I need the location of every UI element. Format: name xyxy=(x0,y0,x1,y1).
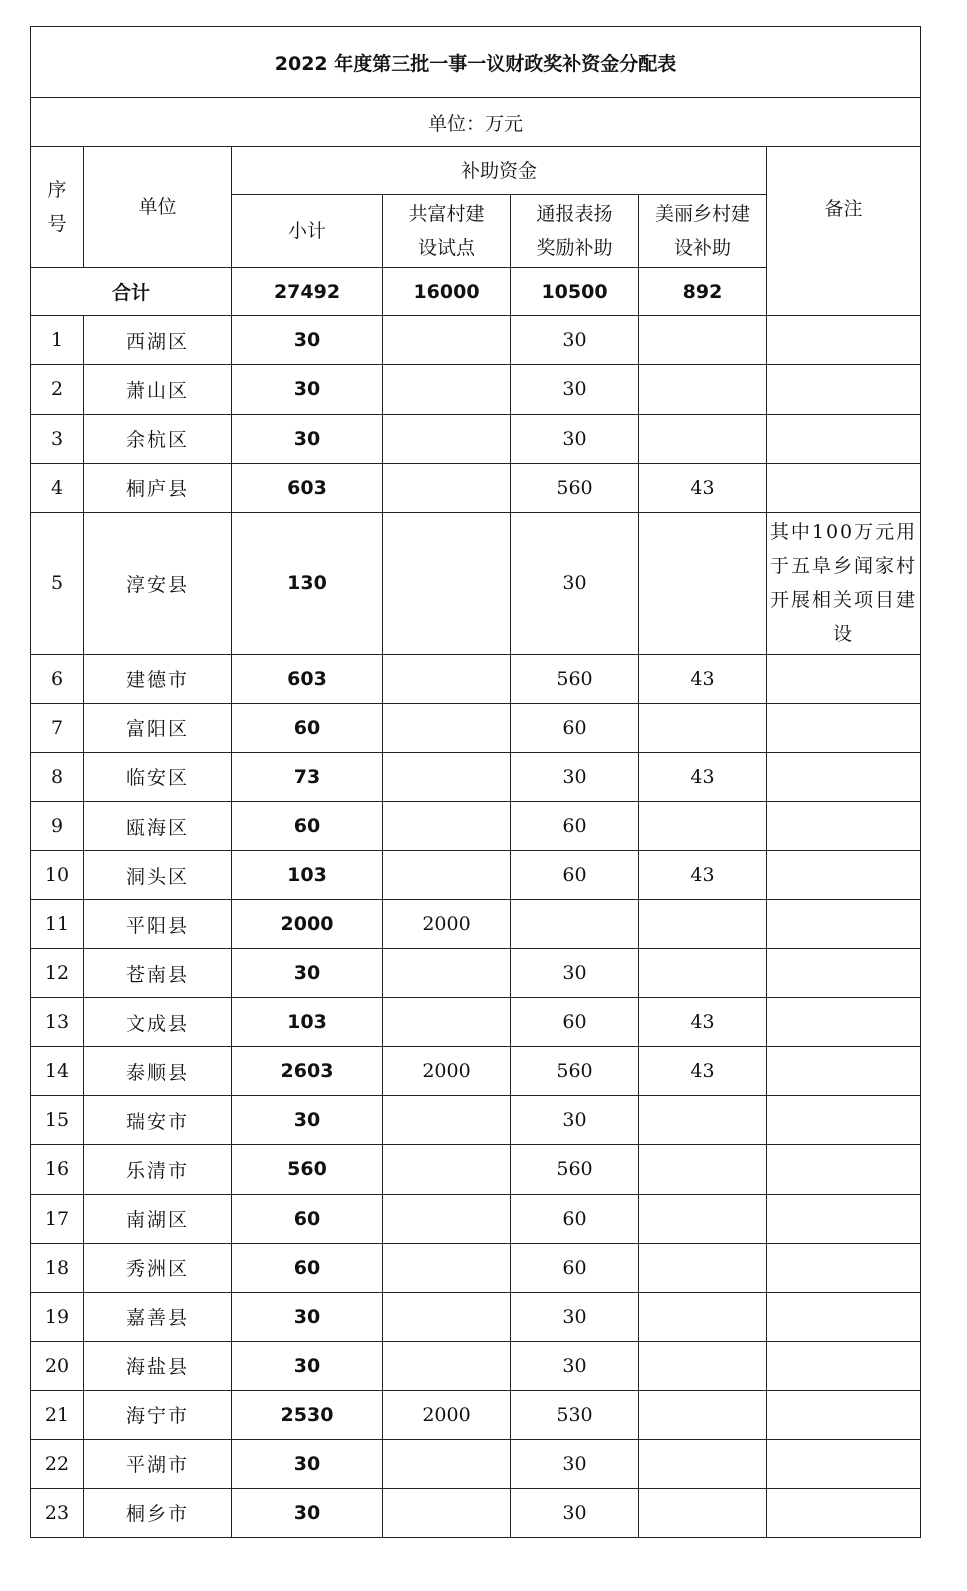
cell-remark xyxy=(767,1439,921,1488)
cell-seq: 11 xyxy=(31,900,84,949)
cell-seq: 2 xyxy=(31,365,84,414)
header-gongfu-line1: 共富村建 xyxy=(408,203,485,226)
cell-tongbao: 30 xyxy=(511,1096,639,1145)
cell-subtotal: 60 xyxy=(232,703,383,752)
cell-gongfu xyxy=(383,654,511,703)
cell-meili xyxy=(639,703,767,752)
cell-subtotal: 560 xyxy=(232,1145,383,1194)
cell-meili xyxy=(639,1243,767,1292)
cell-remark xyxy=(767,802,921,851)
cell-subtotal: 30 xyxy=(232,365,383,414)
cell-gongfu: 2000 xyxy=(383,1390,511,1439)
cell-subtotal: 2603 xyxy=(232,1047,383,1096)
cell-gongfu xyxy=(383,1145,511,1194)
cell-tongbao: 560 xyxy=(511,463,639,512)
cell-tongbao: 560 xyxy=(511,1145,639,1194)
header-subsidy-group: 补助资金 xyxy=(232,147,767,195)
unit-row xyxy=(31,98,921,147)
cell-subtotal: 30 xyxy=(232,414,383,463)
cell-tongbao: 30 xyxy=(511,414,639,463)
cell-remark xyxy=(767,365,921,414)
cell-subtotal: 2000 xyxy=(232,900,383,949)
header-seq-line1: 序 xyxy=(47,179,67,202)
cell-remark xyxy=(767,1194,921,1243)
table-row xyxy=(31,703,921,752)
cell-seq: 17 xyxy=(31,1194,84,1243)
cell-seq: 5 xyxy=(31,512,84,654)
cell-seq: 4 xyxy=(31,463,84,512)
cell-tongbao: 30 xyxy=(511,1488,639,1537)
cell-seq: 14 xyxy=(31,1047,84,1096)
header-meili-line2: 设补助 xyxy=(673,237,731,260)
cell-name: 平湖市 xyxy=(84,1439,232,1488)
cell-seq: 13 xyxy=(31,998,84,1047)
total-label: 合计 xyxy=(31,268,232,316)
cell-seq: 6 xyxy=(31,654,84,703)
cell-remark xyxy=(767,1096,921,1145)
cell-meili xyxy=(639,1292,767,1341)
header-gongfu xyxy=(383,195,511,268)
table-title: 2022 年度第三批一事一议财政奖补资金分配表 xyxy=(31,27,921,98)
cell-subtotal: 30 xyxy=(232,316,383,365)
cell-meili xyxy=(639,316,767,365)
cell-remark xyxy=(767,752,921,801)
table-row xyxy=(31,1096,921,1145)
table-row xyxy=(31,463,921,512)
cell-meili xyxy=(639,365,767,414)
cell-meili xyxy=(639,1390,767,1439)
cell-tongbao: 30 xyxy=(511,512,639,654)
cell-name: 海宁市 xyxy=(84,1390,232,1439)
table-row xyxy=(31,1145,921,1194)
cell-tongbao: 60 xyxy=(511,802,639,851)
header-gongfu-line2: 设试点 xyxy=(417,237,475,260)
cell-meili xyxy=(639,1341,767,1390)
cell-seq: 16 xyxy=(31,1145,84,1194)
table-row xyxy=(31,998,921,1047)
cell-subtotal: 603 xyxy=(232,654,383,703)
cell-tongbao: 60 xyxy=(511,998,639,1047)
header-seq xyxy=(31,147,84,268)
cell-seq: 18 xyxy=(31,1243,84,1292)
cell-gongfu xyxy=(383,998,511,1047)
cell-subtotal: 60 xyxy=(232,1194,383,1243)
cell-tongbao: 30 xyxy=(511,365,639,414)
cell-gongfu xyxy=(383,802,511,851)
table-row xyxy=(31,949,921,998)
header-tongbao-line2: 奖励补助 xyxy=(536,237,613,260)
cell-name: 文成县 xyxy=(84,998,232,1047)
cell-subtotal: 30 xyxy=(232,1096,383,1145)
cell-tongbao: 30 xyxy=(511,752,639,801)
cell-tongbao: 30 xyxy=(511,316,639,365)
total-meili: 892 xyxy=(639,268,767,316)
table-row xyxy=(31,654,921,703)
cell-gongfu xyxy=(383,365,511,414)
table-row xyxy=(31,512,921,654)
cell-name: 富阳区 xyxy=(84,703,232,752)
cell-tongbao: 30 xyxy=(511,1439,639,1488)
cell-gongfu xyxy=(383,1243,511,1292)
cell-gongfu xyxy=(383,1488,511,1537)
cell-tongbao: 60 xyxy=(511,851,639,900)
unit-label: 单位：万元 xyxy=(31,98,921,147)
cell-meili: 43 xyxy=(639,463,767,512)
table-row xyxy=(31,752,921,801)
cell-remark xyxy=(767,1292,921,1341)
table-row xyxy=(31,802,921,851)
table-row xyxy=(31,316,921,365)
cell-subtotal: 30 xyxy=(232,1341,383,1390)
cell-subtotal: 60 xyxy=(232,802,383,851)
cell-meili xyxy=(639,1096,767,1145)
cell-tongbao: 30 xyxy=(511,949,639,998)
header-tongbao-line1: 通报表扬 xyxy=(536,203,613,226)
cell-seq: 22 xyxy=(31,1439,84,1488)
cell-gongfu xyxy=(383,1292,511,1341)
cell-name: 洞头区 xyxy=(84,851,232,900)
cell-subtotal: 30 xyxy=(232,1488,383,1537)
cell-seq: 1 xyxy=(31,316,84,365)
cell-remark xyxy=(767,703,921,752)
cell-subtotal: 2530 xyxy=(232,1390,383,1439)
cell-meili xyxy=(639,512,767,654)
cell-seq: 23 xyxy=(31,1488,84,1537)
cell-name: 萧山区 xyxy=(84,365,232,414)
cell-remark xyxy=(767,900,921,949)
cell-gongfu xyxy=(383,414,511,463)
cell-seq: 7 xyxy=(31,703,84,752)
cell-meili xyxy=(639,1194,767,1243)
cell-tongbao: 60 xyxy=(511,703,639,752)
cell-name: 南湖区 xyxy=(84,1194,232,1243)
cell-name: 桐乡市 xyxy=(84,1488,232,1537)
cell-seq: 9 xyxy=(31,802,84,851)
cell-meili: 43 xyxy=(639,998,767,1047)
cell-tongbao xyxy=(511,900,639,949)
total-subtotal: 27492 xyxy=(232,268,383,316)
header-remark: 备注 xyxy=(767,147,921,316)
cell-meili: 43 xyxy=(639,752,767,801)
cell-name: 瓯海区 xyxy=(84,802,232,851)
cell-gongfu xyxy=(383,752,511,801)
total-tongbao: 10500 xyxy=(511,268,639,316)
cell-subtotal: 30 xyxy=(232,1292,383,1341)
header-row-1 xyxy=(31,147,921,195)
cell-subtotal: 603 xyxy=(232,463,383,512)
cell-remark xyxy=(767,1047,921,1096)
cell-tongbao: 30 xyxy=(511,1341,639,1390)
cell-gongfu: 2000 xyxy=(383,1047,511,1096)
cell-name: 秀洲区 xyxy=(84,1243,232,1292)
cell-gongfu xyxy=(383,703,511,752)
cell-meili xyxy=(639,900,767,949)
table-row xyxy=(31,414,921,463)
cell-name: 淳安县 xyxy=(84,512,232,654)
cell-subtotal: 130 xyxy=(232,512,383,654)
table-row xyxy=(31,1194,921,1243)
header-subtotal: 小计 xyxy=(232,195,383,268)
cell-remark xyxy=(767,1341,921,1390)
cell-seq: 8 xyxy=(31,752,84,801)
cell-gongfu xyxy=(383,463,511,512)
cell-tongbao: 560 xyxy=(511,654,639,703)
cell-subtotal: 30 xyxy=(232,949,383,998)
cell-subtotal: 60 xyxy=(232,1243,383,1292)
cell-remark xyxy=(767,1145,921,1194)
cell-remark xyxy=(767,1390,921,1439)
table-row xyxy=(31,851,921,900)
cell-remark xyxy=(767,316,921,365)
table-row xyxy=(31,1488,921,1537)
cell-seq: 21 xyxy=(31,1390,84,1439)
allocation-table xyxy=(30,26,921,1538)
cell-subtotal: 30 xyxy=(232,1439,383,1488)
cell-remark xyxy=(767,851,921,900)
header-seq-line2: 号 xyxy=(47,213,67,236)
cell-subtotal: 103 xyxy=(232,998,383,1047)
cell-seq: 15 xyxy=(31,1096,84,1145)
cell-meili xyxy=(639,414,767,463)
cell-meili xyxy=(639,1488,767,1537)
cell-seq: 3 xyxy=(31,414,84,463)
cell-meili xyxy=(639,1439,767,1488)
cell-gongfu xyxy=(383,949,511,998)
cell-tongbao: 530 xyxy=(511,1390,639,1439)
header-meili-line1: 美丽乡村建 xyxy=(654,203,750,226)
table-row xyxy=(31,1439,921,1488)
cell-meili: 43 xyxy=(639,1047,767,1096)
cell-gongfu xyxy=(383,316,511,365)
cell-name: 余杭区 xyxy=(84,414,232,463)
cell-name: 瑞安市 xyxy=(84,1096,232,1145)
cell-name: 西湖区 xyxy=(84,316,232,365)
header-unit: 单位 xyxy=(84,147,232,268)
cell-remark: 其中100万元用于五阜乡闻家村开展相关项目建设 xyxy=(767,512,921,654)
total-gongfu: 16000 xyxy=(383,268,511,316)
cell-gongfu xyxy=(383,1096,511,1145)
cell-remark xyxy=(767,949,921,998)
cell-seq: 19 xyxy=(31,1292,84,1341)
cell-name: 桐庐县 xyxy=(84,463,232,512)
table-row xyxy=(31,1292,921,1341)
cell-meili xyxy=(639,802,767,851)
cell-seq: 12 xyxy=(31,949,84,998)
cell-name: 建德市 xyxy=(84,654,232,703)
cell-seq: 10 xyxy=(31,851,84,900)
cell-remark xyxy=(767,414,921,463)
cell-name: 泰顺县 xyxy=(84,1047,232,1096)
cell-meili: 43 xyxy=(639,851,767,900)
cell-name: 苍南县 xyxy=(84,949,232,998)
title-row xyxy=(31,27,921,98)
cell-meili xyxy=(639,1145,767,1194)
cell-subtotal: 103 xyxy=(232,851,383,900)
cell-tongbao: 30 xyxy=(511,1292,639,1341)
header-meili xyxy=(639,195,767,268)
cell-gongfu xyxy=(383,512,511,654)
table-row xyxy=(31,1243,921,1292)
cell-gongfu: 2000 xyxy=(383,900,511,949)
cell-remark xyxy=(767,463,921,512)
cell-remark xyxy=(767,1488,921,1537)
cell-gongfu xyxy=(383,1194,511,1243)
table-row xyxy=(31,900,921,949)
cell-remark xyxy=(767,654,921,703)
cell-remark xyxy=(767,998,921,1047)
cell-meili xyxy=(639,949,767,998)
cell-remark xyxy=(767,1243,921,1292)
cell-gongfu xyxy=(383,1439,511,1488)
cell-seq: 20 xyxy=(31,1341,84,1390)
table-row xyxy=(31,1341,921,1390)
cell-tongbao: 560 xyxy=(511,1047,639,1096)
cell-tongbao: 60 xyxy=(511,1243,639,1292)
table-row xyxy=(31,365,921,414)
cell-meili: 43 xyxy=(639,654,767,703)
cell-name: 临安区 xyxy=(84,752,232,801)
table-row xyxy=(31,1047,921,1096)
cell-gongfu xyxy=(383,1341,511,1390)
table-row xyxy=(31,1390,921,1439)
cell-subtotal: 73 xyxy=(232,752,383,801)
cell-name: 海盐县 xyxy=(84,1341,232,1390)
cell-tongbao: 60 xyxy=(511,1194,639,1243)
header-tongbao xyxy=(511,195,639,268)
cell-gongfu xyxy=(383,851,511,900)
cell-name: 平阳县 xyxy=(84,900,232,949)
cell-name: 乐清市 xyxy=(84,1145,232,1194)
cell-name: 嘉善县 xyxy=(84,1292,232,1341)
